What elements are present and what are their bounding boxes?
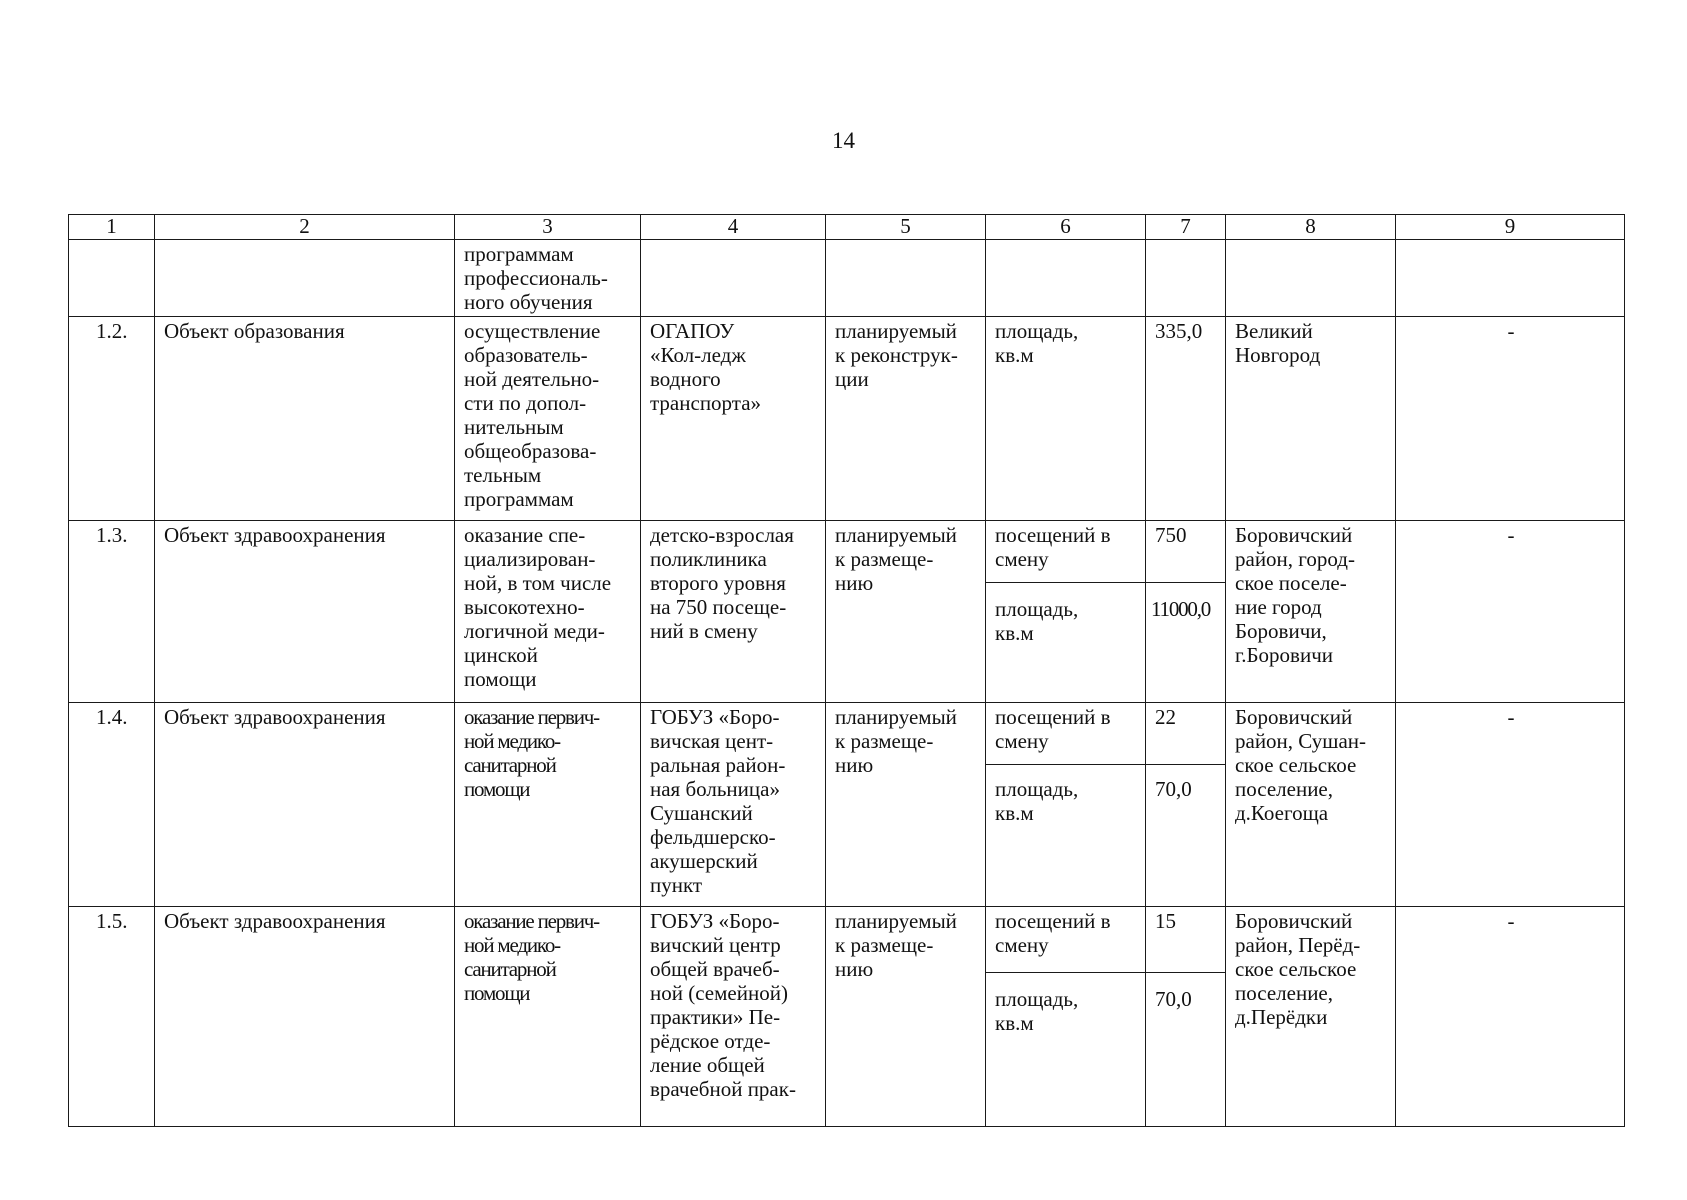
cell-value: 70,0: [1146, 765, 1226, 907]
cell-value: 750: [1146, 521, 1226, 583]
cell-value: 70,0: [1146, 973, 1226, 1127]
column-number: 6: [986, 215, 1146, 240]
column-number: 4: [641, 215, 826, 240]
cell-object-type: Объект образования: [155, 317, 455, 521]
column-number: 8: [1226, 215, 1396, 240]
cell-purpose: осуществление образователь- ной деятельно- сти по допол- нительным общеобразова- тельным программам: [455, 317, 641, 521]
cell-value: 335,0: [1146, 317, 1226, 521]
cell-status: планируемый к размеще- нию: [826, 907, 986, 1127]
column-numbers-row: [69, 215, 1625, 240]
cell-object-type: Объект здравоохранения: [155, 703, 455, 907]
cell-zone: -: [1396, 703, 1625, 907]
cell-value: 11000,0: [1146, 583, 1226, 703]
page-number: 14: [832, 128, 855, 153]
cell-empty: [826, 240, 986, 317]
cell-parameter: площадь, кв.м: [986, 973, 1146, 1127]
cell-zone: -: [1396, 317, 1625, 521]
cell-location: Великий Новгород: [1226, 317, 1396, 521]
cell-status: планируемый к размеще- нию: [826, 521, 986, 703]
table-row-1-3: [69, 521, 1625, 583]
column-number: 9: [1396, 215, 1625, 240]
cell-object-name: детско-взрослая поликлиника второго уровня на 750 посеще- ний в смену: [641, 521, 826, 703]
cell-empty: [155, 240, 455, 317]
column-number: 3: [455, 215, 641, 240]
cell-empty: [986, 240, 1146, 317]
cell-number: 1.4.: [69, 703, 155, 907]
cell-purpose: оказание первич- ной медико- санитарной помощи: [455, 703, 641, 907]
cell-object-type: Объект здравоохранения: [155, 907, 455, 1127]
cell-object-name: ГОБУЗ «Боро- вичский центр общей врачеб- ной (семейной) практики» Пе- рёдское отде- ление общей врачебной прак-: [641, 907, 826, 1127]
table-row-continuation: [69, 240, 1625, 317]
cell-purpose: оказание спе- циализирован- ной, в том числе высокотехно- логичной меди- цинской помощи: [455, 521, 641, 703]
cell-object-name: ОГАПОУ «Кол-ледж водного транспорта»: [641, 317, 826, 521]
cell-location: Боровичский район, Перёд- ское сельское поселение, д.Перёдки: [1226, 907, 1396, 1127]
column-number: 2: [155, 215, 455, 240]
cell-empty: [69, 240, 155, 317]
cell-purpose: оказание первич- ной медико- санитарной помощи: [455, 907, 641, 1127]
cell-object-name: ГОБУЗ «Боро- вичская цент- ральная район- ная больница» Сушанский фельдшерско- акушерский пункт: [641, 703, 826, 907]
cell-parameter: площадь, кв.м: [986, 583, 1146, 703]
cell-status: планируемый к размеще- нию: [826, 703, 986, 907]
cell-object-type: Объект здравоохранения: [155, 521, 455, 703]
cell-value: 22: [1146, 703, 1226, 765]
cell-parameter: посещений в смену: [986, 907, 1146, 973]
table-row-1-5: [69, 907, 1625, 973]
cell-empty: [1146, 240, 1226, 317]
table-row-1-2: [69, 317, 1625, 521]
cell-empty: [1226, 240, 1396, 317]
cell-parameter: площадь, кв.м: [986, 317, 1146, 521]
cell-number: 1.5.: [69, 907, 155, 1127]
column-number: 7: [1146, 215, 1226, 240]
cell-status: планируемый к реконструк- ции: [826, 317, 986, 521]
cell-location: Боровичский район, Сушан- ское сельское поселение, д.Коегоща: [1226, 703, 1396, 907]
cell-number: 1.2.: [69, 317, 155, 521]
cell-zone: -: [1396, 907, 1625, 1127]
cell-purpose: программам профессиональ- ного обучения: [455, 240, 641, 317]
cell-parameter: посещений в смену: [986, 703, 1146, 765]
cell-location: Боровичский район, город- ское поселе- ние город Боровичи, г.Боровичи: [1226, 521, 1396, 703]
cell-empty: [641, 240, 826, 317]
cell-zone: -: [1396, 521, 1625, 703]
cell-parameter: посещений в смену: [986, 521, 1146, 583]
column-number: 5: [826, 215, 986, 240]
table-row-1-4: [69, 703, 1625, 765]
cell-value: 15: [1146, 907, 1226, 973]
cell-number: 1.3.: [69, 521, 155, 703]
cell-empty: [1396, 240, 1625, 317]
cell-parameter: площадь, кв.м: [986, 765, 1146, 907]
objects-table: [68, 214, 1625, 1127]
column-number: 1: [69, 215, 155, 240]
